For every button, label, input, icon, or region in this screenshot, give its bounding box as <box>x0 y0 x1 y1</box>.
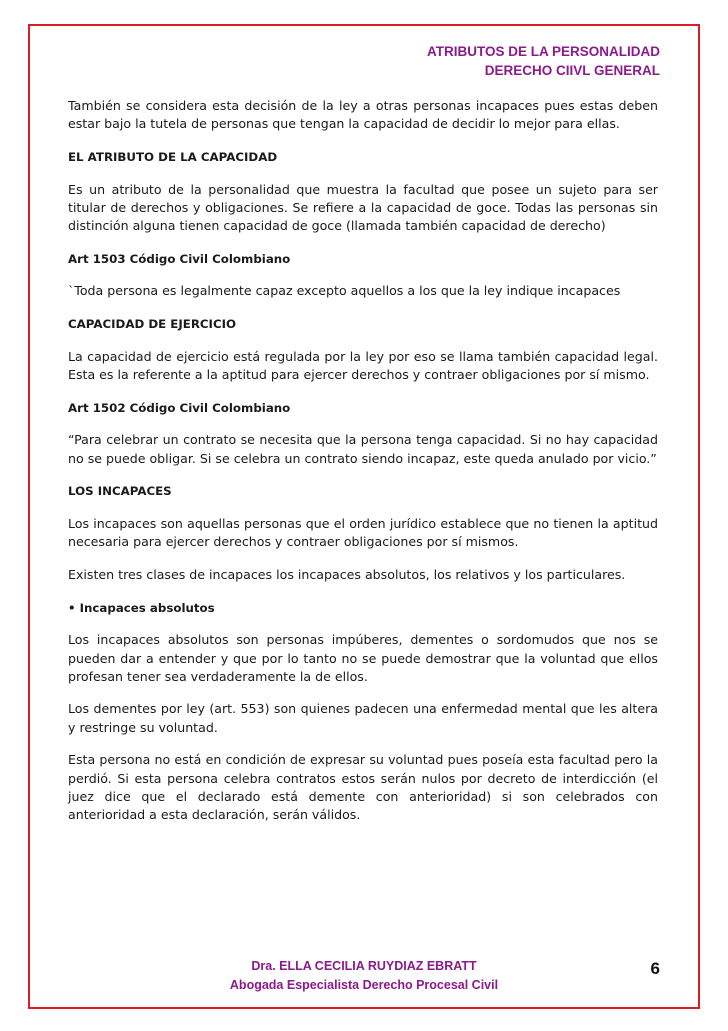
author-title: Abogada Especialista Derecho Procesal Civil <box>229 978 499 992</box>
section-heading: Art 1502 Código Civil Colombiano <box>68 400 291 415</box>
header-title: ATRIBUTOS DE LA PERSONALIDAD <box>426 44 660 59</box>
section-heading: Art 1503 Código Civil Colombiano <box>68 251 291 266</box>
quote-paragraph: `Toda persona es legalmente capaz excepto aquellos a los que la ley indique incapaces <box>68 283 621 299</box>
paragraph: Esta persona no está en condición de expresar su voluntad pues poseía esta facultad pero la perdió. Si esta persona celebra contratos estos serán nulos por decreto de interdicción (el juez dice que el declarado está demente con anterioridad) si son celebrados con anterioridad a esta declaración, serán válidos. <box>68 752 658 822</box>
author-name: Dra. ELLA CECILIA RUYDIAZ EBRATT <box>251 959 477 973</box>
paragraph: La capacidad de ejercicio está regulada por la ley por eso se llama también capacidad legal. Esta es la referente a la aptitud para ejercer derechos y contraer obligaciones por sí mismo. <box>68 348 658 383</box>
header-subtitle: DERECHO CIIVL GENERAL <box>484 63 660 78</box>
paragraph: Los incapaces son aquellas personas que el orden jurídico establece que no tienen la aptitud necesaria para ejercer derechos y contraer obligaciones por sí mismos. <box>68 516 658 550</box>
paragraph: Los incapaces absolutos son personas impúberes, dementes o sordomudos que nos se pueden dar a entender y que por lo tanto no se puede demostrar que la voluntad que ellos profesan tener sea verdaderamente la de ellos. <box>68 632 658 684</box>
paragraph: Los dementes por ley (art. 553) son quienes padecen una enfermedad mental que les altera y restringe su voluntad. <box>68 701 658 735</box>
paragraph: También se considera esta decisión de la ley a otras personas incapaces pues estas deben estar bajo la tutela de personas que tengan la capacidad de decidir lo mejor para ellas. <box>68 98 658 132</box>
section-heading: • Incapaces absolutos <box>68 600 215 615</box>
section-heading: EL ATRIBUTO DE LA CAPACIDAD <box>68 149 278 164</box>
section-heading: LOS INCAPACES <box>68 484 172 499</box>
section-heading: CAPACIDAD DE EJERCICIO <box>68 317 237 332</box>
quote-paragraph: “Para celebrar un contrato se necesita que la persona tenga capacidad. Si no hay capacidad no se puede obligar. Si se celebra un contrato siendo incapaz, este queda anulado por vicio.” <box>68 432 658 466</box>
paragraph: Existen tres clases de incapaces los incapaces absolutos, los relativos y los particulares. <box>68 566 626 582</box>
paragraph: Es un atributo de la personalidad que muestra la facultad que posee un sujeto para ser titular de derechos y obligaciones. Se refiere a la capacidad de goce. Todas las personas sin distinción alguna tienen capacidad de goce (llamada también capacidad de derecho) <box>68 181 658 234</box>
page-footer <box>0 957 728 995</box>
document-body <box>68 97 658 839</box>
page-header <box>427 42 660 80</box>
page-number: 6 <box>650 959 660 978</box>
